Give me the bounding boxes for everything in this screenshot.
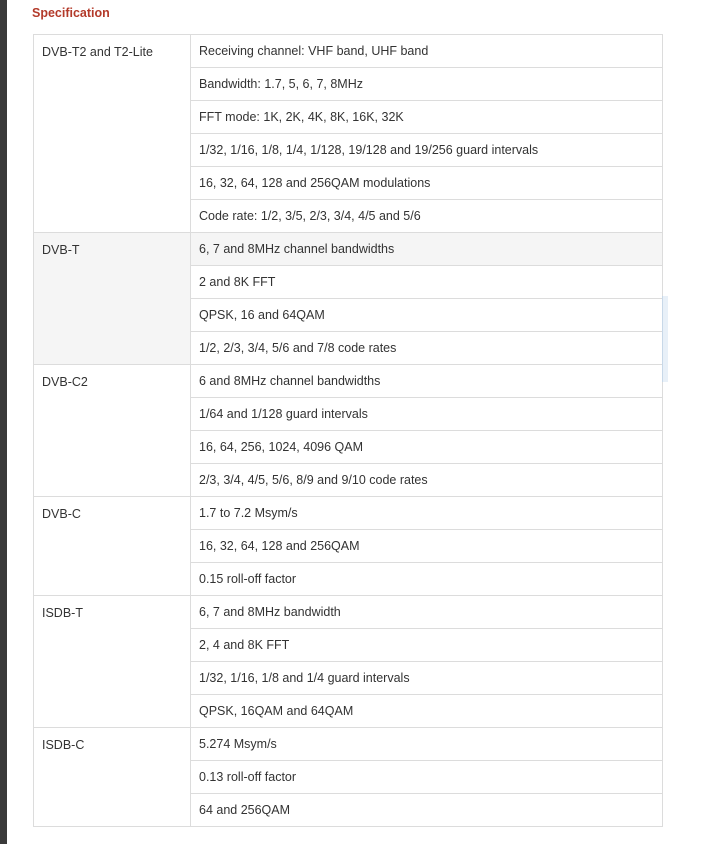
table-row — [34, 596, 663, 629]
spec-value-cell: 6, 7 and 8MHz channel bandwidths — [191, 233, 663, 266]
spec-value-cell: 1/32, 1/16, 1/8, 1/4, 1/128, 19/128 and 19/256 guard intervals — [191, 134, 663, 167]
table-row — [34, 497, 663, 530]
standard-name-cell: ISDB-T — [34, 596, 191, 728]
standard-name-cell: DVB-C — [34, 497, 191, 596]
window-edge — [0, 0, 7, 844]
scroll-indicator[interactable] — [662, 296, 668, 382]
spec-value-cell: 5.274 Msym/s — [191, 728, 663, 761]
spec-value-cell: 2 and 8K FFT — [191, 266, 663, 299]
standard-name-cell: DVB-T — [34, 233, 191, 365]
spec-value-cell: 2/3, 3/4, 4/5, 5/6, 8/9 and 9/10 code rates — [191, 464, 663, 497]
spec-value-cell: 64 and 256QAM — [191, 794, 663, 827]
spec-value-cell: 6 and 8MHz channel bandwidths — [191, 365, 663, 398]
spec-value-cell: 6, 7 and 8MHz bandwidth — [191, 596, 663, 629]
spec-value-cell: QPSK, 16QAM and 64QAM — [191, 695, 663, 728]
standard-name-cell: ISDB-C — [34, 728, 191, 827]
spec-value-cell: 1/2, 2/3, 3/4, 5/6 and 7/8 code rates — [191, 332, 663, 365]
table-row — [34, 728, 663, 761]
section-heading: Specification — [32, 6, 110, 20]
spec-value-cell: Bandwidth: 1.7, 5, 6, 7, 8MHz — [191, 68, 663, 101]
table-row — [34, 35, 663, 68]
spec-value-cell: 16, 32, 64, 128 and 256QAM — [191, 530, 663, 563]
spec-value-cell: FFT mode: 1K, 2K, 4K, 8K, 16K, 32K — [191, 101, 663, 134]
table-row — [34, 365, 663, 398]
standard-name-cell: DVB-T2 and T2-Lite — [34, 35, 191, 233]
spec-value-cell: 1/64 and 1/128 guard intervals — [191, 398, 663, 431]
spec-value-cell: 1/32, 1/16, 1/8 and 1/4 guard intervals — [191, 662, 663, 695]
spec-value-cell: 0.15 roll-off factor — [191, 563, 663, 596]
table-row — [34, 233, 663, 266]
spec-value-cell: Receiving channel: VHF band, UHF band — [191, 35, 663, 68]
spec-value-cell: Code rate: 1/2, 3/5, 2/3, 3/4, 4/5 and 5/6 — [191, 200, 663, 233]
spec-value-cell: 1.7 to 7.2 Msym/s — [191, 497, 663, 530]
spec-value-cell: 2, 4 and 8K FFT — [191, 629, 663, 662]
spec-value-cell: 16, 32, 64, 128 and 256QAM modulations — [191, 167, 663, 200]
spec-value-cell: QPSK, 16 and 64QAM — [191, 299, 663, 332]
spec-table — [33, 34, 663, 827]
standard-name-cell: DVB-C2 — [34, 365, 191, 497]
spec-value-cell: 0.13 roll-off factor — [191, 761, 663, 794]
spec-value-cell: 16, 64, 256, 1024, 4096 QAM — [191, 431, 663, 464]
